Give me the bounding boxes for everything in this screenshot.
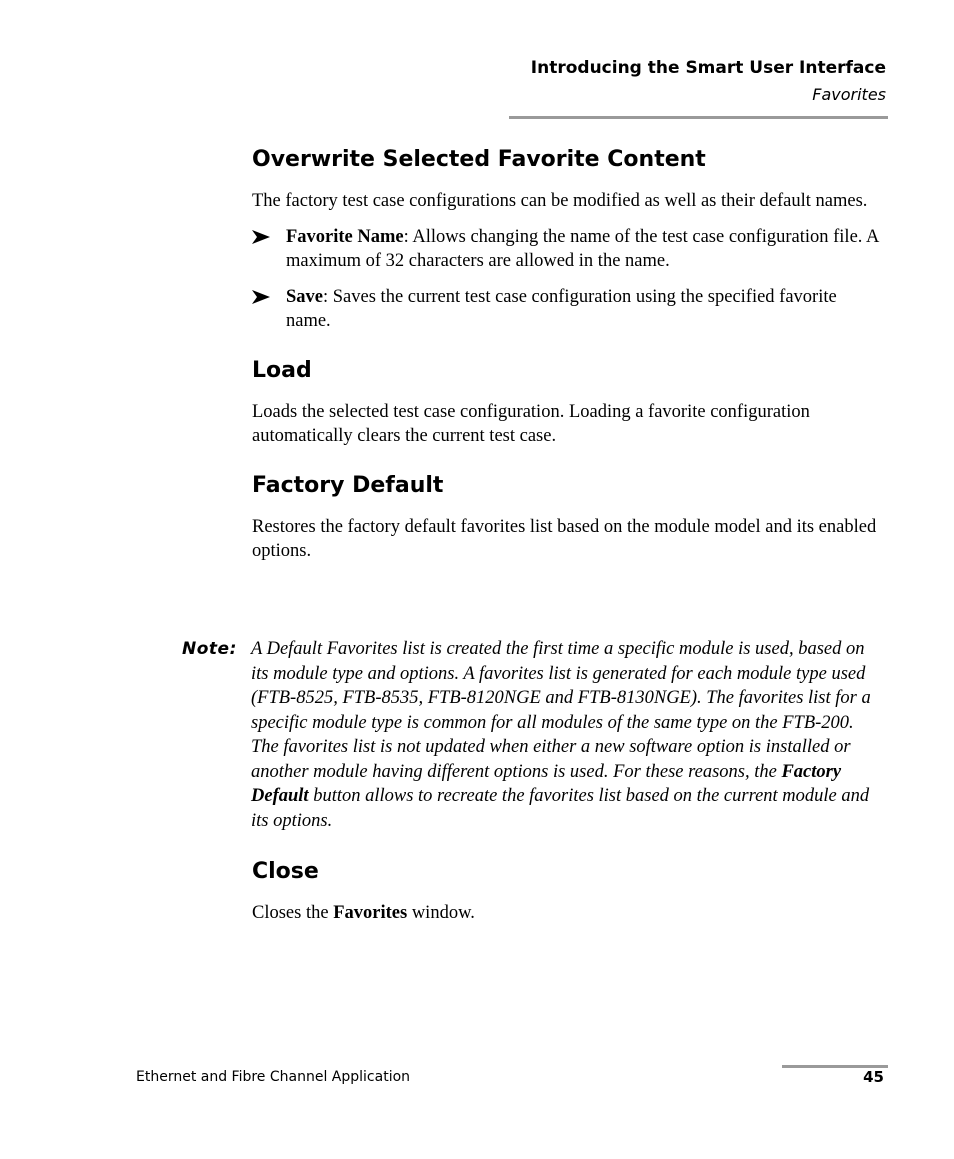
footer-doc-title: Ethernet and Fibre Channel Application [136, 1069, 411, 1085]
note-text-part: button allows to recreate the favorites list based on the current module and its options. [251, 786, 870, 831]
bullet-text: : Allows changing the name of the test case configuration file. A maximum of 32 characters are allowed in the name. [286, 226, 879, 271]
bullet-save [252, 285, 884, 334]
header-subtitle: Favorites [812, 85, 886, 104]
note-term: Factory Default [251, 761, 842, 806]
heading-close: Close [252, 859, 319, 884]
note-text-part: A Default Favorites list is created the first time a specific module is used, based on its module type and options. A favorites list is generated for each module type used (FTB-8525, FTB-8535, FTB-8120NGE and FTB-8130NGE). The favorites list for a specific module type is common for all modules of the same type on the FTB-200. The favorites list is not updated when either a new software option is installed or another module having different options is used. For these reasons, the [251, 639, 871, 782]
bullet-favorite-name [252, 225, 884, 274]
note-text [251, 637, 884, 833]
header-title: Introducing the Smart User Interface [530, 58, 886, 78]
load-body: Loads the selected test case configuration. Loading a favorite configuration automatically clears the current test case. [252, 401, 810, 446]
close-body-part: window. [407, 903, 475, 923]
heading-load: Load [252, 357, 312, 383]
header-rule [509, 116, 888, 119]
heading-overwrite: Overwrite Selected Favorite Content [252, 147, 706, 172]
note-label: Note: [182, 639, 237, 659]
factory-default-body: Restores the factory default favorites list based on the module model and its enabled options. [252, 516, 877, 561]
close-body-term: Favorites [333, 903, 408, 923]
bullet-term: Favorite Name [286, 226, 404, 247]
heading-factory-default: Factory Default [252, 472, 444, 498]
bullet-text: : Saves the current test case configuration using the specified favorite name. [286, 286, 837, 331]
arrow-bullet-icon [252, 229, 270, 245]
overwrite-intro: The factory test case configurations can be modified as well as their default names. [252, 191, 868, 211]
main-content [252, 143, 884, 564]
page-number: 45 [863, 1068, 884, 1086]
note-block [182, 637, 884, 833]
bullet-term: Save [286, 286, 323, 307]
arrow-bullet-icon [252, 289, 270, 305]
close-body [252, 901, 884, 926]
running-header [531, 57, 886, 106]
close-section [252, 855, 884, 926]
close-body-part: Closes the [252, 903, 334, 923]
